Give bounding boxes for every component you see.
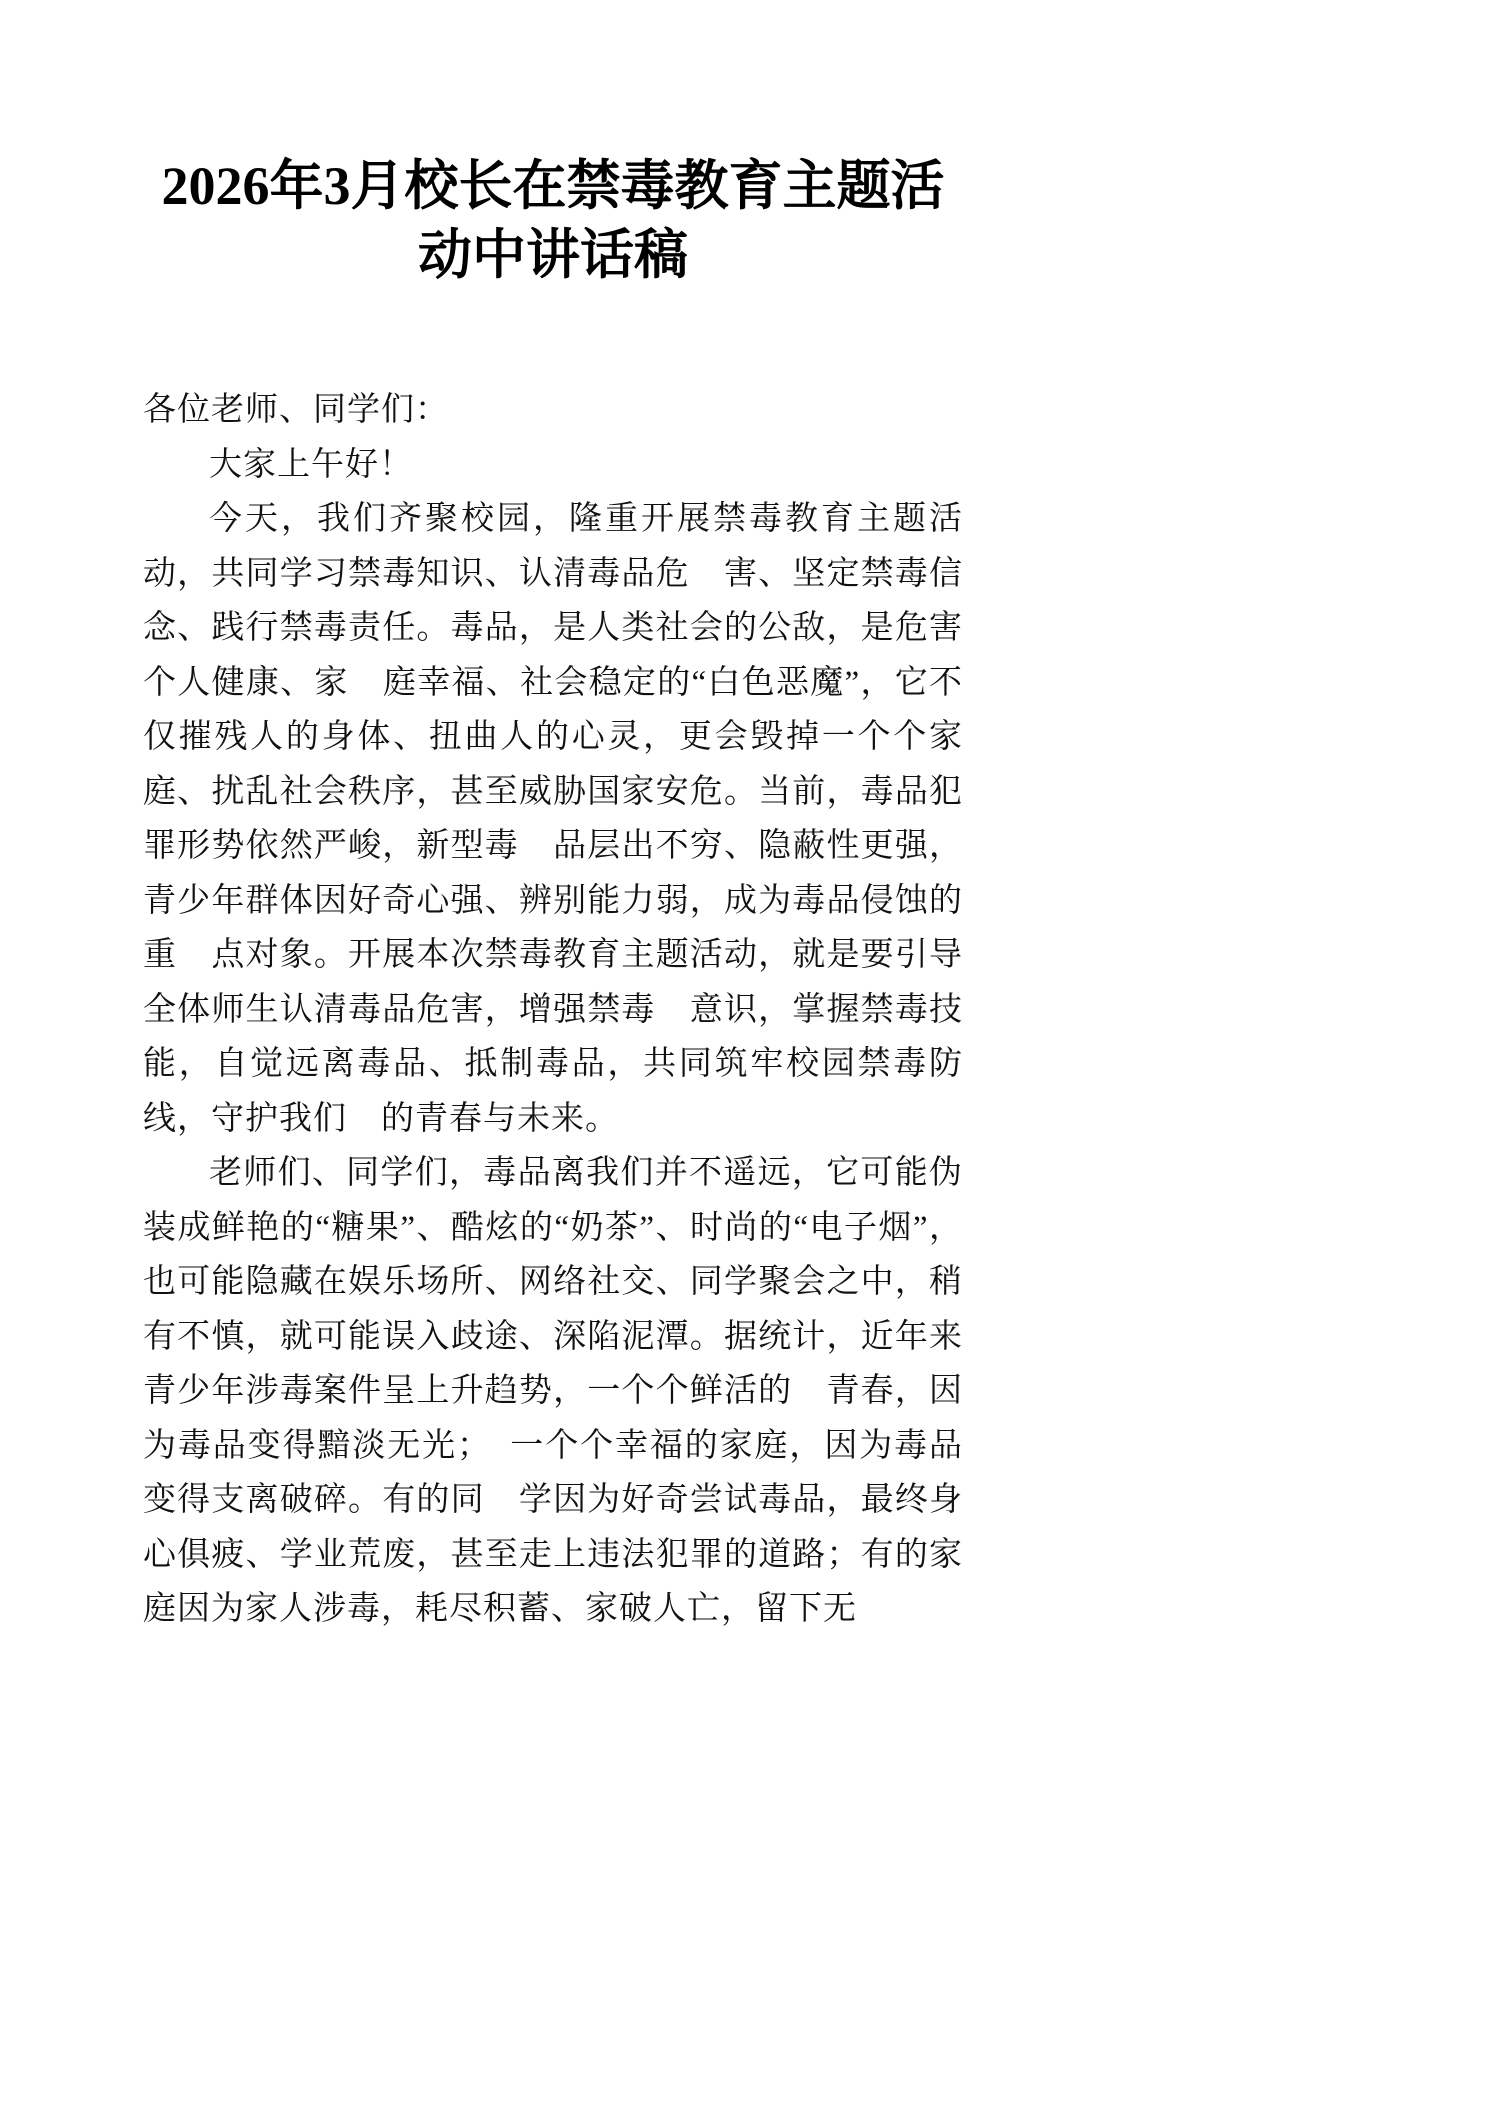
document-body (143, 0, 997, 1637)
page-title: 2026年3月校长在禁毒教育主题活动中讲话稿 (161, 156, 945, 286)
body-paragraph-1: 今天，我们齐聚校园，隆重开展禁毒教育主题活动，共同学习禁毒知识、认清毒品危 害、坚定禁毒信念、践行禁毒责任。毒品，是人类社会的公敌，是危害个人健康、家 庭幸福、社会稳定的“白色恶魔”，它不仅摧残人的身体、扭曲人的心灵，更会毁掉一个个家庭、扰乱社会秩序，甚至威胁国家安危。当前，毒品犯罪形势依然严峻，新型毒 品层出不穷、隐蔽性更强，青少年群体因好奇心强、辨别能力弱，成为毒品侵蚀的重 点对象。开展本次禁毒教育主题活动，就是要引导全体师生认清毒品危害，增强禁毒 意识，掌握禁毒技能，自觉远离毒品、抵制毒品，共同筑牢校园禁毒防线，守护我们 的青春与未来。 (143, 501, 963, 1137)
greeting-line: 大家上午好！ (209, 446, 413, 483)
body-paragraph-2: 老师们、同学们，毒品离我们并不遥远，它可能伪装成鲜艳的“糖果”、酷炫的“奶茶”、时尚的“电子烟”，也可能隐藏在娱乐场所、网络社交、同学聚会之中，稍有不慎，就可能误入歧途、深陷泥潭。据统计，近年来青少年涉毒案件呈上升趋势，一个个鲜活的 青春，因为毒品变得黯淡无光； 一个个幸福的家庭，因为毒品变得支离破碎。有的同 学因为好奇尝试毒品，最终身心俱疲、学业荒废，甚至走上违法犯罪的道路；有的家 庭因为家人涉毒，耗尽积蓄、家破人亡，留下无 (143, 1155, 997, 1628)
salutation-line: 各位老师、同学们： (143, 392, 449, 429)
